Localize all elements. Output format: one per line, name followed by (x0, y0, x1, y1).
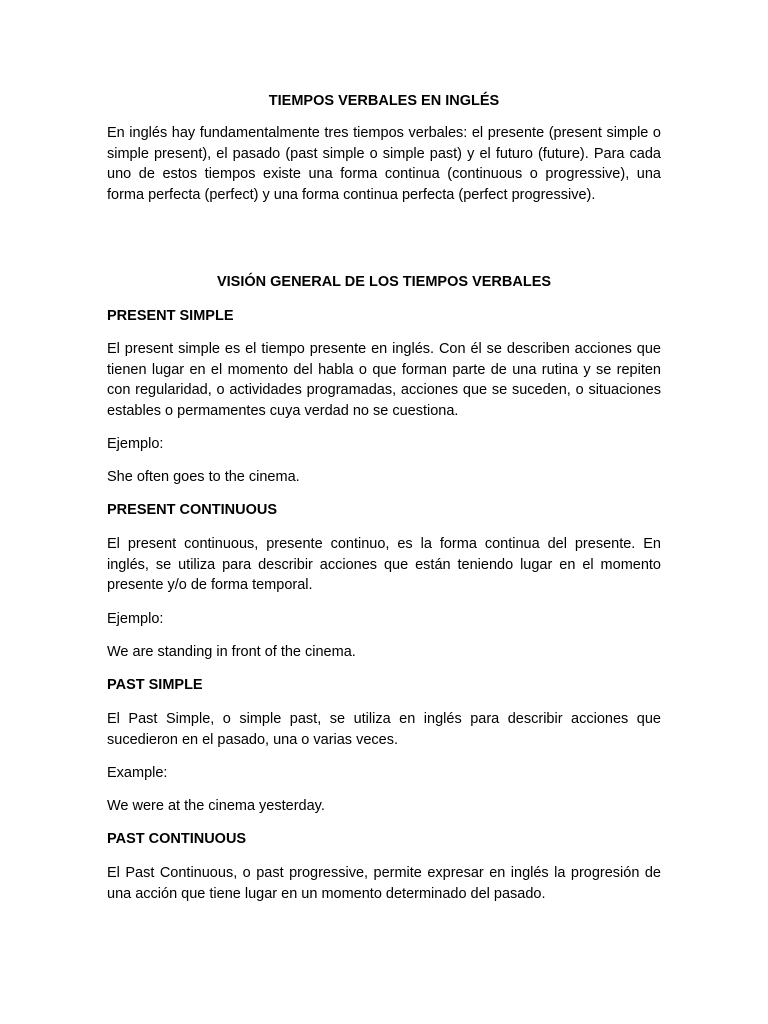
section-body-past-continuous: El Past Continuous, o past progressive, permite expresar en inglés la progresión de una acción que tiene lugar en un momento determinado del pasado. (107, 865, 661, 902)
section-heading-past-simple: PAST SIMPLE (107, 677, 203, 693)
section-body-present-continuous: El present continuous, presente continuo, es la forma continua del presente. En inglés, se utiliza para describir acciones que están teniendo lugar en el momento presente y/o de forma temporal. (107, 536, 661, 594)
section-heading-present-continuous: PRESENT CONTINUOUS (107, 502, 277, 518)
section-heading-present-simple: PRESENT SIMPLE (107, 308, 234, 324)
example-label-past-simple: Example: (107, 765, 168, 781)
example-past-simple: We were at the cinema yesterday. (107, 798, 325, 814)
example-present-continuous: We are standing in front of the cinema. (107, 644, 356, 660)
section-heading-past-continuous: PAST CONTINUOUS (107, 831, 247, 847)
document-title: TIEMPOS VERBALES EN INGLÉS (268, 93, 500, 109)
example-label-present-continuous: Ejemplo: (107, 611, 164, 627)
section-body-past-simple: El Past Simple, o simple past, se utiliza en inglés para describir acciones que sucedieron en el pasado, una o varias veces. (107, 711, 661, 748)
example-present-simple: She often goes to the cinema. (107, 469, 300, 485)
intro-paragraph: En inglés hay fundamentalmente tres tiempos verbales: el presente (present simple o simple present), el pasado (past simple o simple past) y el futuro (future). Para cada uno de estos tiempos existe una forma continua (continuous o progressive), una forma perfecta (perfect) y una forma continua perfecta (perfect progressive). (107, 125, 661, 203)
section-body-present-simple: El present simple es el tiempo presente en inglés. Con él se describen acciones que tienen lugar en el momento del habla o que forman parte de una rutina y se repiten con regularidad, o actividades programadas, acciones que se suceden, o situaciones estables o permamentes cuya verdad no se cuestiona. (107, 341, 661, 419)
example-label-present-simple: Ejemplo: (107, 436, 164, 452)
overview-heading: VISIÓN GENERAL DE LOS TIEMPOS VERBALES (216, 274, 552, 290)
